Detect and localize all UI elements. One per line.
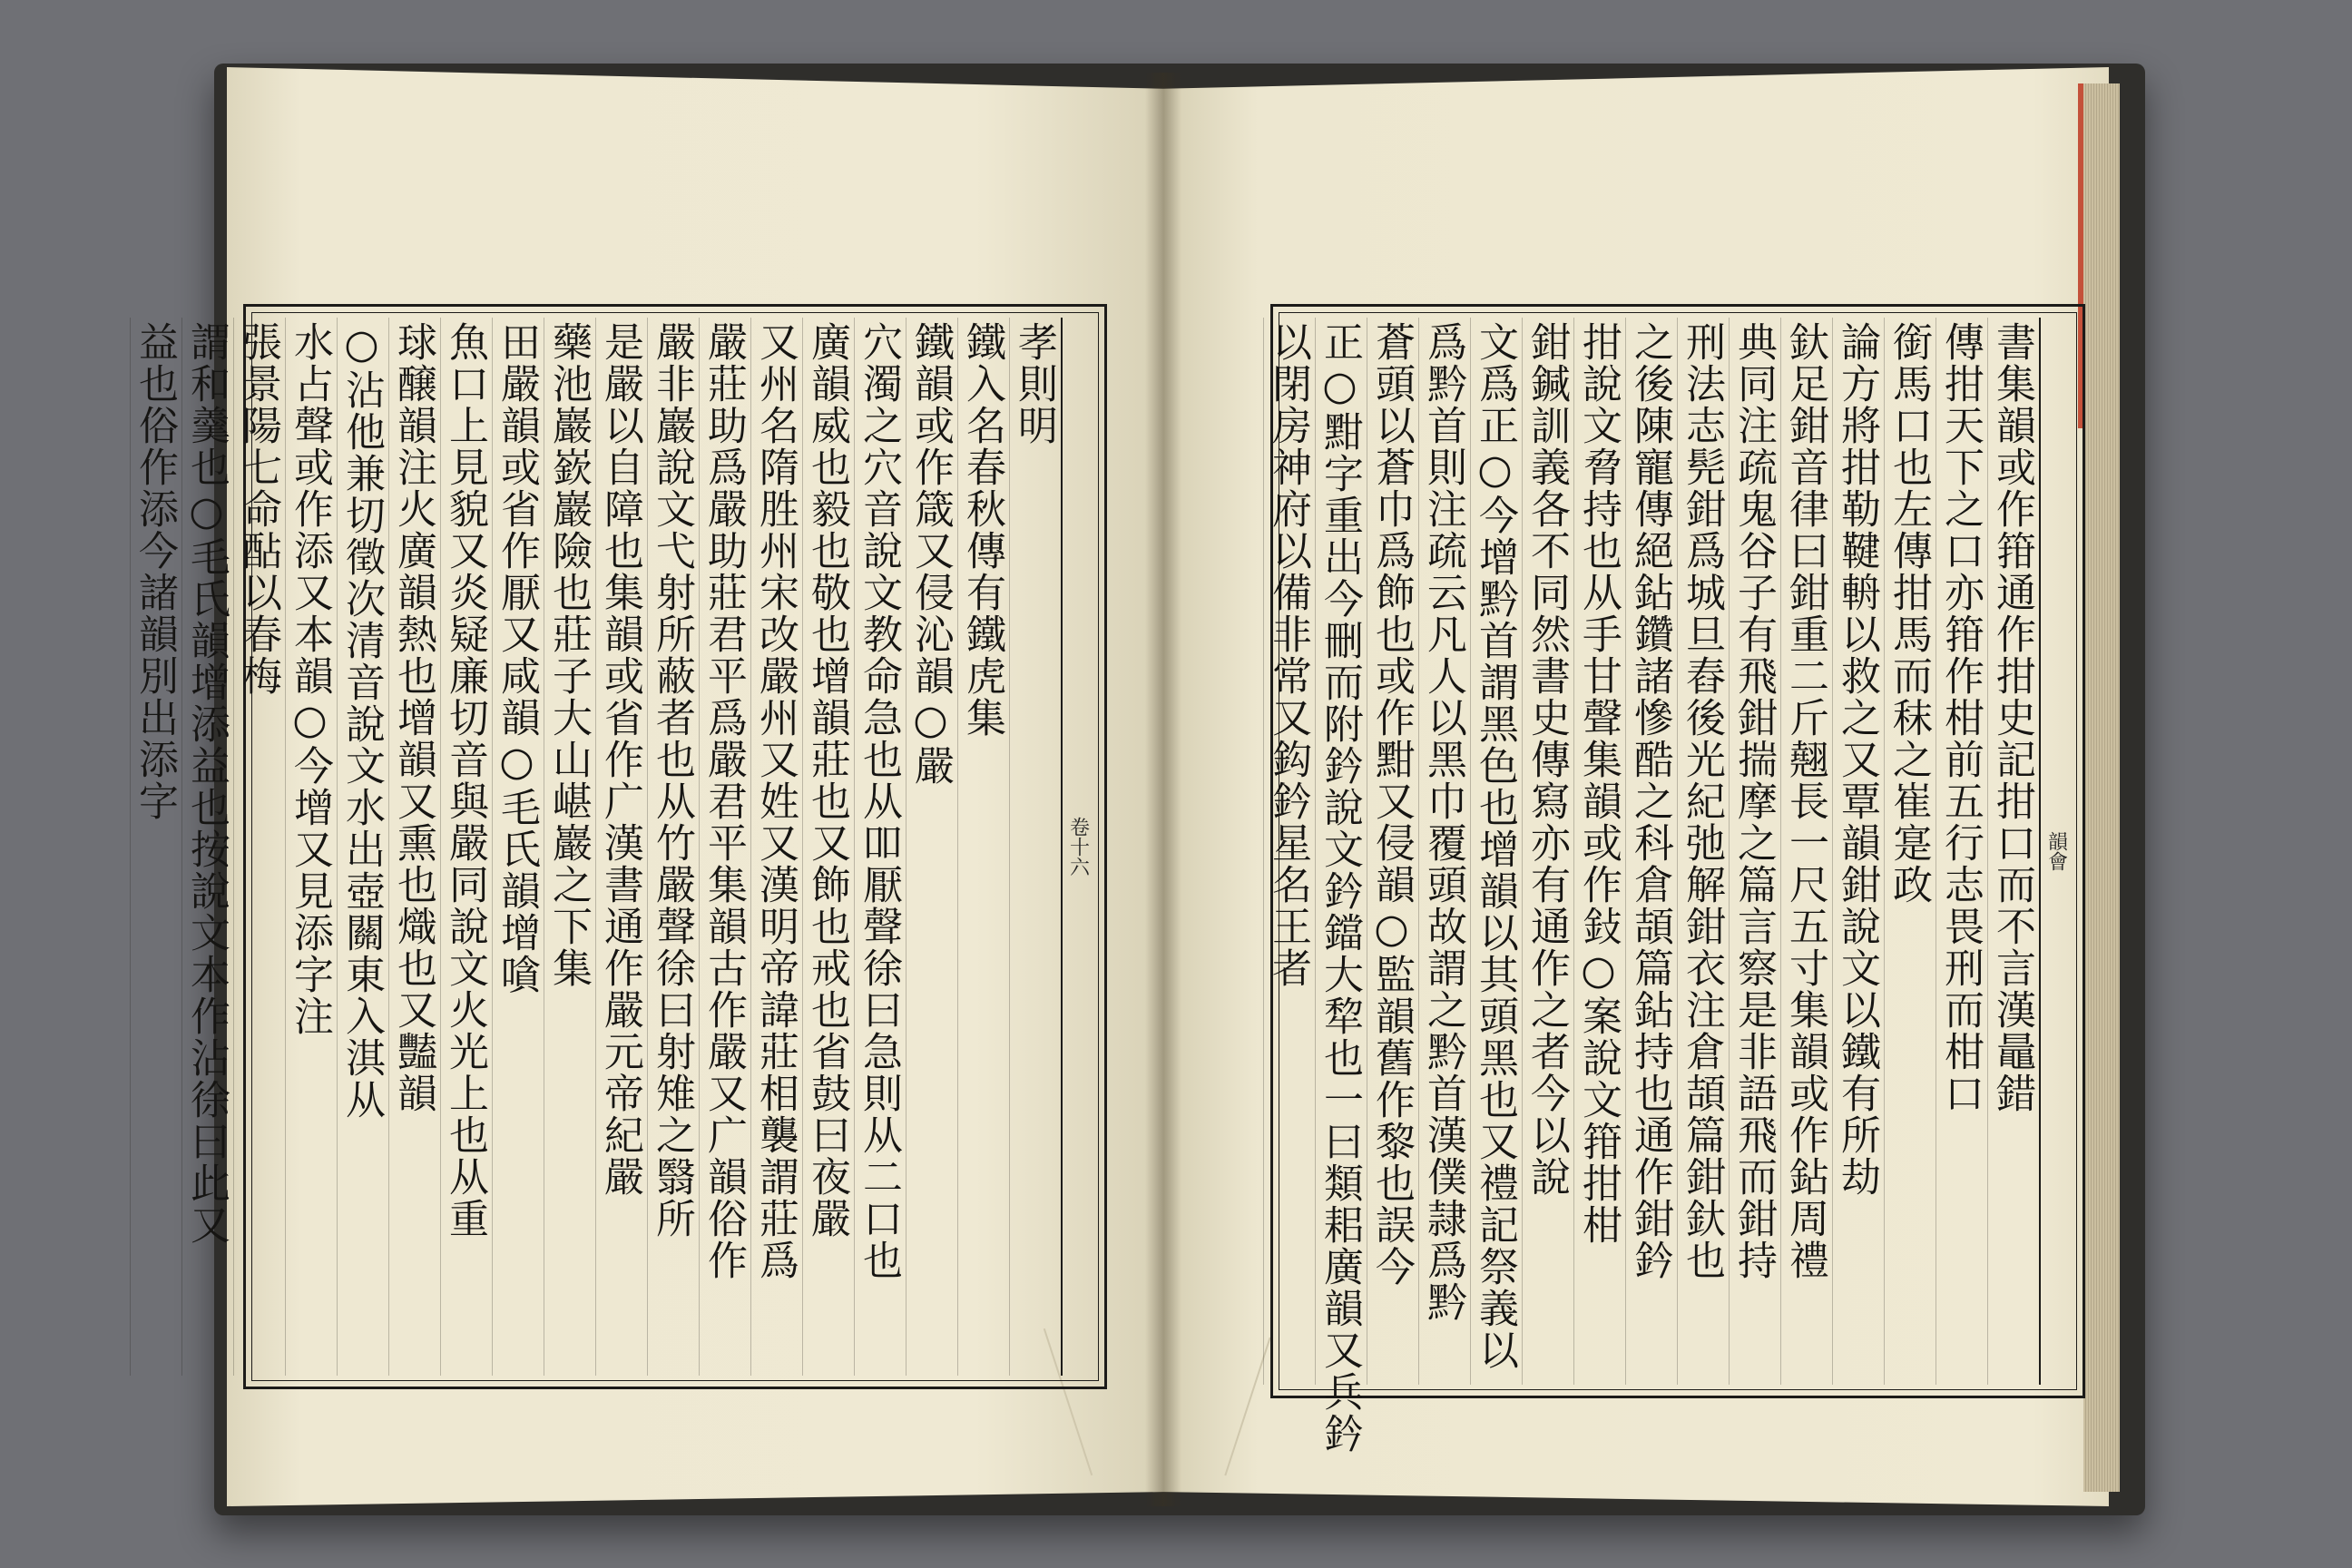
right-text-column: 以閉房神府以備非常又鈎鈐星名王者 [1263,318,1311,1385]
right-text-column: 傳拑天下之口亦箝作柑前五行志畏刑而柑口 [1936,318,1984,1385]
book-gutter [1145,73,1181,1506]
left-text-columns [132,318,1093,1376]
right-text-column: 正○黚字重出今刪而附鈐說文鈐鐺大犂也一曰類耜廣韻又兵鈐 [1315,318,1363,1385]
left-text-column: 田嚴韻或省作厭又咸韻○毛氏韻增嗿 [492,318,540,1376]
right-text-column: 釱足鉗音律曰鉗重二斤翹長一尺五寸集韻或作鉆周禮 [1780,318,1828,1385]
right-text-column: 鉗鍼訓義各不同然書史傳寫亦有通作之者今以說 [1522,318,1570,1385]
left-text-column: 嚴莊助爲嚴助莊君平爲嚴君平集韻古作嚴又广韻俗作 [699,318,747,1376]
left-text-column: 廣韻威也毅也敬也增韻莊也又飾也戒也省鼓曰夜嚴 [802,318,850,1376]
left-text-column: 藥池巖嶔巖險也莊子大山嵁巖之下集 [544,318,592,1376]
left-text-frame [132,304,1107,1389]
page-stack-edge [2083,83,2120,1492]
right-text-column: 蒼頭以蒼巾爲飾也或作黚又侵韻○監韻舊作黎也誤今 [1367,318,1415,1385]
right-text-columns [1265,318,2072,1455]
right-text-column: 拑說文脅持也从手甘聲集韻或作鈙○案說文箝拑柑 [1573,318,1622,1385]
right-text-column: 爲黔首則注疏云凡人以黑巾覆頭故謂之黔首漢僕隷爲黔 [1418,318,1466,1385]
right-text-column: 銜馬口也左傳拑馬而秣之崔寔政 [1884,318,1932,1385]
left-text-column: 是嚴以自障也集韻或省作广漢書通作嚴元帝紀嚴 [595,318,643,1376]
right-text-frame [1265,304,2085,1455]
left-text-column: 鐵韻或作箴又侵沁韻○嚴 [906,318,954,1376]
right-text-column: 書集韻或作箝通作拑史記拑口而不言漢鼂錯 [1987,318,2035,1385]
right-fold-label: 韻會 [2039,318,2072,1385]
left-text-column: 球醸韻注火廣韻熱也增韻又熏也熾也又豔韻 [388,318,436,1376]
right-text-column: 之後陳寵傳絕鉆鑽諸慘酷之科倉頡篇鉆持也通作鉗鈐 [1625,318,1673,1385]
left-text-column: 謂和羹也○毛氏韻增添益也按說文本作沾徐曰此又 [181,318,230,1376]
left-text-column: 水占聲或作添又本韻○今增又見添字注 [285,318,333,1376]
left-fold-label: 卷十六 [1061,318,1093,1376]
right-text-column: 典同注疏鬼谷子有飛鉗揣摩之篇言察是非語飛而鉗持 [1729,318,1777,1385]
right-text-column: 論方將拑勒鞬輈以救之又覃韻鉗說文以鐵有所劫 [1832,318,1880,1385]
left-text-column: ○沾他兼切徵次清音說文水出壺關東入淇从 [337,318,385,1376]
left-text-column: 益也俗作添今諸韻別出添字 [130,318,178,1376]
left-text-column: 嚴非巖說文弋射所蔽者也从竹嚴聲徐曰射雉之翳所 [647,318,695,1376]
left-text-column: 鐵入名春秋傳有鐵虎集 [957,318,1005,1376]
right-text-column: 刑法志髡鉗爲城旦舂後光紀弛解鉗衣注倉頡篇鉗釱也 [1677,318,1725,1385]
left-text-column: 孝則明 [1009,318,1057,1376]
right-text-column: 文爲正○今增黔首謂黑色也增韻以其頭黑也又禮記祭義以 [1470,318,1518,1385]
left-text-column: 魚口上見貌又炎疑廉切音與嚴同說文火光上也从重 [440,318,488,1376]
left-text-column: 穴濁之穴音說文教命急也从吅厭聲徐曰急則从二口也 [854,318,902,1376]
left-text-column: 又州名隋胜州宋改嚴州又姓又漢明帝諱莊相襲謂莊爲 [750,318,799,1376]
left-text-column: 張景陽七命酟以春梅 [233,318,281,1376]
